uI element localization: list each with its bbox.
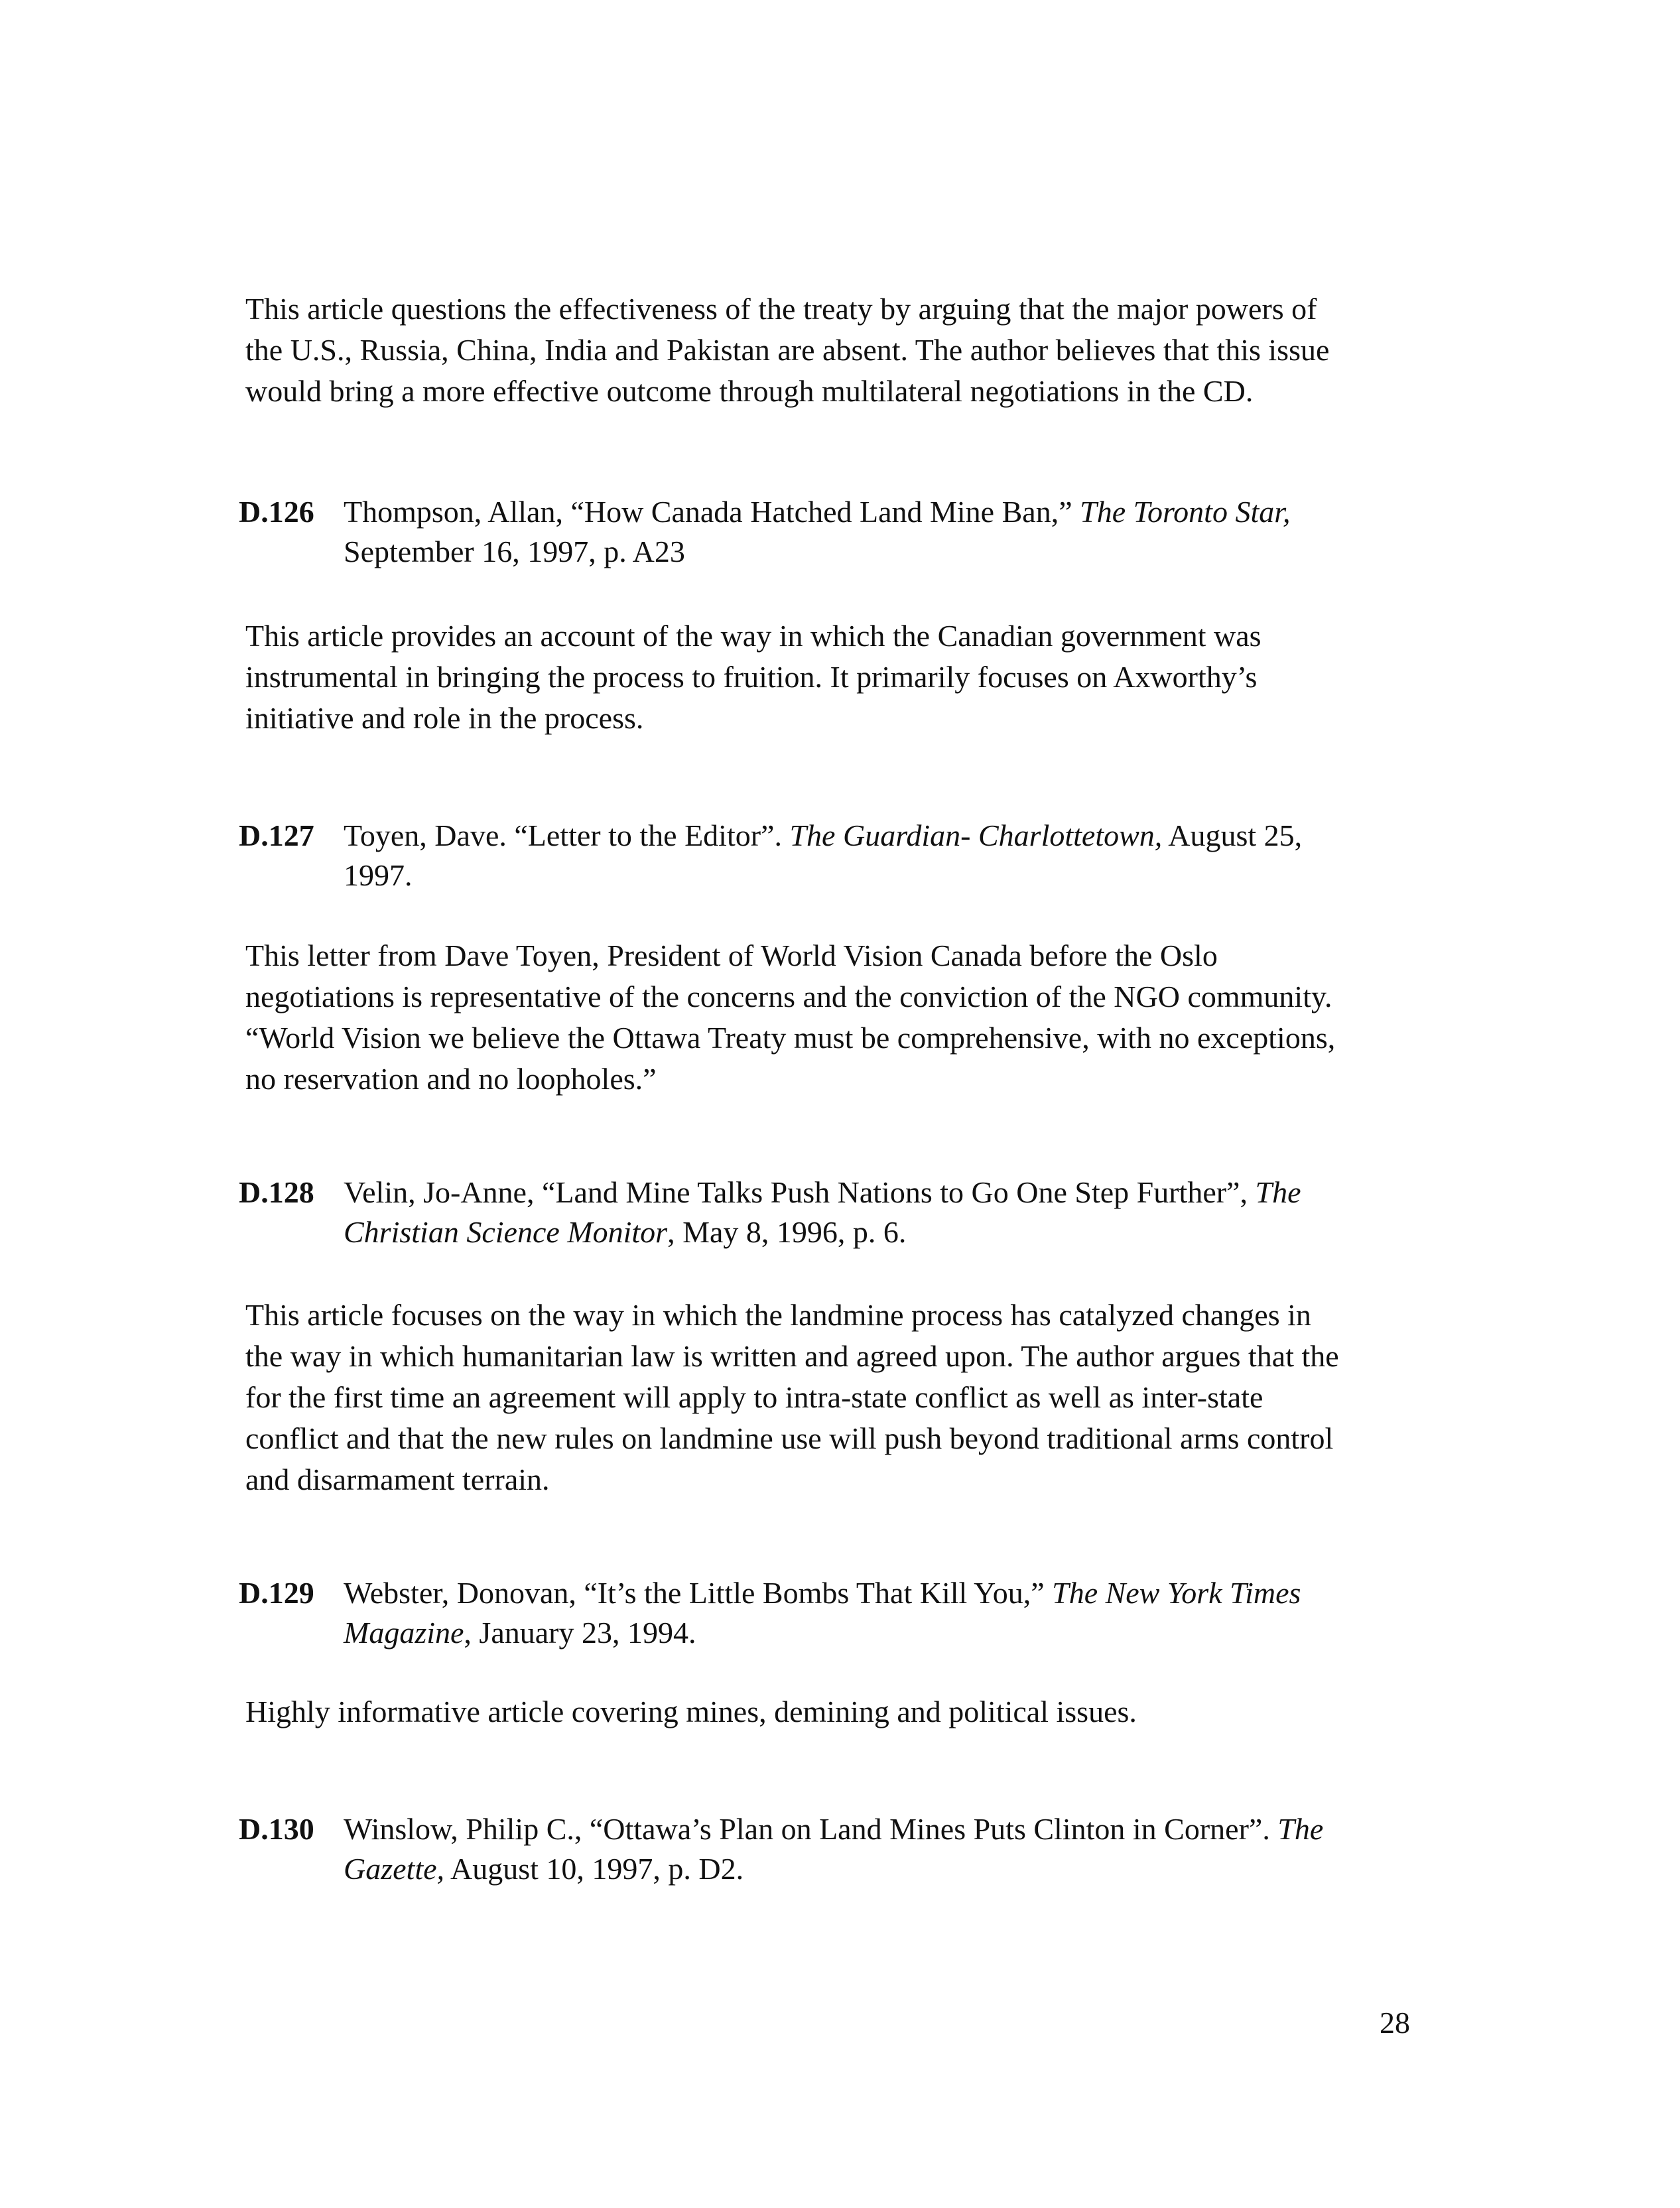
annotation-d129 <box>245 1691 1439 1732</box>
page-number: 28 <box>1380 2006 1410 2040</box>
entry-code: D.129 <box>239 1576 314 1610</box>
text-line: for the first time an agreement will apply to intra-state conflict as well as inter-state <box>245 1380 1263 1414</box>
entry-code: D.130 <box>239 1812 314 1846</box>
citation-text: Winslow, Philip C., “Ottawa’s Plan on Land Mines Puts Clinton in Corner”. <box>344 1812 1278 1846</box>
text-line: conflict and that the new rules on landmine use will push beyond traditional arms control <box>245 1421 1334 1455</box>
citation-text: August 25, <box>1162 818 1303 852</box>
text-line: instrumental in bringing the process to fruition. It primarily focuses on Axworthy’s <box>245 660 1258 694</box>
text-line: “World Vision we believe the Ottawa Treaty must be comprehensive, with no exceptions, <box>245 1021 1336 1055</box>
bibliography-entry-d130 <box>239 1809 1459 1889</box>
bibliography-entry-d129 <box>239 1573 1459 1653</box>
citation-text: September 16, 1997, p. A23 <box>344 535 685 568</box>
citation-source: The New York Times <box>1052 1576 1301 1610</box>
citation-source: The Guardian- Charlottetown, <box>789 818 1163 852</box>
text-line: would bring a more effective outcome through multilateral negotiations in the CD. <box>245 374 1254 408</box>
bibliography-entry-d128 <box>239 1173 1459 1252</box>
citation-text: , May 8, 1996, p. 6. <box>667 1215 907 1249</box>
citation-source: Gazette, <box>344 1852 445 1886</box>
citation-text: August 10, 1997, p. D2. <box>444 1852 744 1886</box>
text-line: This article questions the effectiveness of the treaty by arguing that the major powers of <box>245 292 1317 326</box>
citation-text: , January 23, 1994. <box>464 1616 696 1650</box>
citation-text: Velin, Jo-Anne, “Land Mine Talks Push Nations to Go One Step Further”, <box>344 1175 1256 1209</box>
text-line: and disarmament terrain. <box>245 1462 550 1496</box>
citation-source: The Toronto Star, <box>1080 495 1291 529</box>
citation-text: 1997. <box>344 858 413 892</box>
entry-code: D.126 <box>239 495 314 529</box>
annotation-d128 <box>245 1295 1439 1500</box>
annotation-d127 <box>245 935 1439 1100</box>
text-line: the way in which humanitarian law is written and agreed upon. The author argues that the <box>245 1339 1339 1373</box>
bibliography-entry-d126 <box>239 492 1459 572</box>
citation-text: Thompson, Allan, “How Canada Hatched Land Mine Ban,” <box>344 495 1080 529</box>
entry-code: D.128 <box>239 1175 314 1209</box>
text-line: This article provides an account of the way in which the Canadian government was <box>245 619 1261 653</box>
citation-source: Christian Science Monitor <box>344 1215 668 1249</box>
entry-code: D.127 <box>239 818 314 852</box>
citation-source: Magazine <box>344 1616 464 1650</box>
citation-text: Webster, Donovan, “It’s the Little Bombs That Kill You,” <box>344 1576 1053 1610</box>
text-line: Highly informative article covering mines, demining and political issues. <box>245 1695 1137 1728</box>
intro-paragraph <box>245 289 1439 412</box>
text-line: no reservation and no loopholes.” <box>245 1062 657 1096</box>
text-line: negotiations is representative of the concerns and the conviction of the NGO community. <box>245 980 1332 1013</box>
text-line: This letter from Dave Toyen, President of World Vision Canada before the Oslo <box>245 939 1218 972</box>
citation-source: The <box>1277 1812 1324 1846</box>
text-line: the U.S., Russia, China, India and Pakistan are absent. The author believes that this issue <box>245 333 1330 367</box>
text-line: This article focuses on the way in which the landmine process has catalyzed changes in <box>245 1298 1311 1332</box>
citation-text: Toyen, Dave. “Letter to the Editor”. <box>344 818 790 852</box>
text-line: initiative and role in the process. <box>245 701 644 735</box>
annotation-d126 <box>245 616 1439 739</box>
bibliography-entry-d127 <box>239 816 1459 895</box>
citation-source: The <box>1255 1175 1301 1209</box>
